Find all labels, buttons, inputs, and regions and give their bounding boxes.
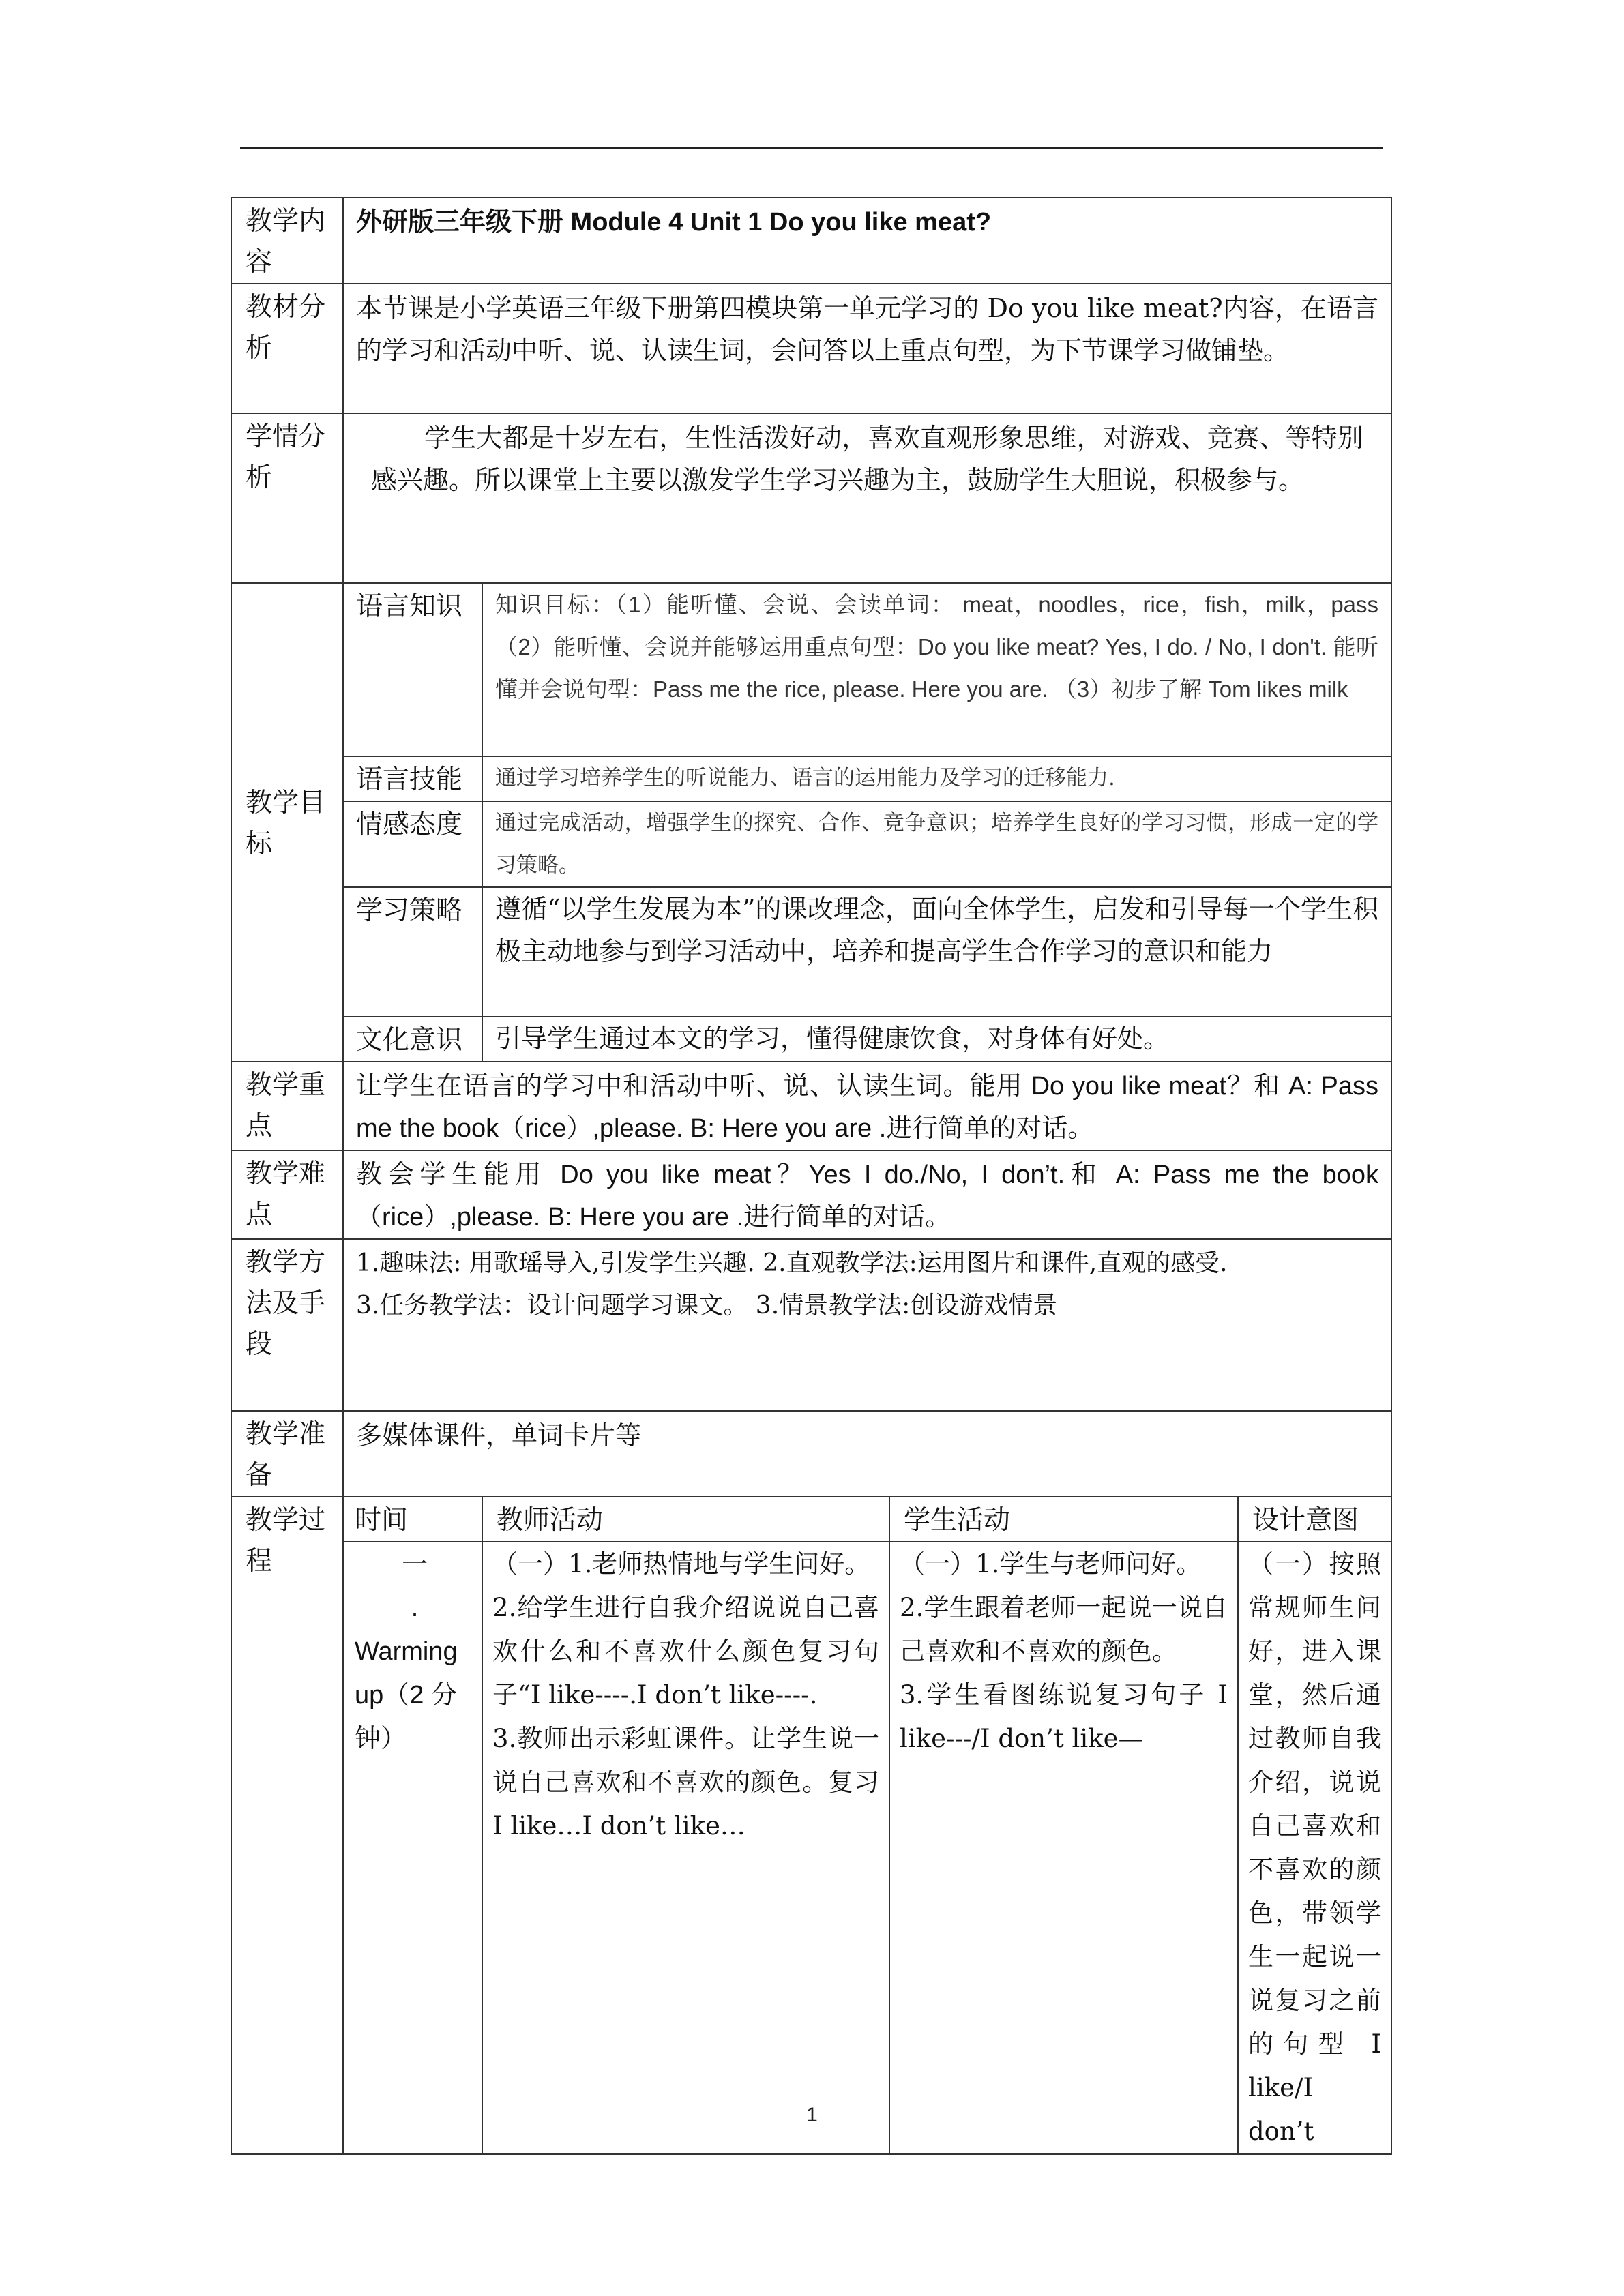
step1-time-text: Warming up（2 分钟） [355, 1637, 458, 1753]
key-points-text: 让学生在语言的学习中和活动中听、说、认读生词。能用 Do you like meat？和 A: Pass me the book（rice）,please. B: Here you are .进行简单的对话。 [343, 1062, 1391, 1150]
process-header-student: 学生活动 [889, 1497, 1238, 1542]
step1-teacher-line-1: （一）1.老师热情地与学生问好。 [492, 1549, 870, 1579]
objective-text-strategy: 遵循“以学生发展为本”的课改理念，面向全体学生，启发和引导每一个学生积极主动地参与到学习活动中，培养和提高学生合作学习的意识和能力 [482, 887, 1391, 1017]
step1-student-line-2: 2.学生跟着老师一起说一说自己喜欢和不喜欢的颜色。 [900, 1593, 1228, 1666]
step1-intent-cell [1238, 1542, 1391, 2154]
row-objective-strategy [231, 887, 1391, 1017]
row-preparation [231, 1411, 1391, 1497]
objective-text-attitude: 通过完成活动，增强学生的探究、合作、竞争意识；培养学生良好的学习习惯，形成一定的学习策略。 [482, 801, 1391, 887]
objective-text-culture: 引导学生通过本文的学习，懂得健康饮食，对身体有好处。 [482, 1017, 1391, 1062]
row-label-preparation: 教学准备 [231, 1411, 343, 1497]
difficulties-text: 教会学生能用 Do you like meat？Yes I do./No, I don’t.和 A: Pass me the book（rice）,please. B: Here you are .进行简单的对话。 [343, 1150, 1391, 1239]
methods-cell [343, 1239, 1391, 1411]
step1-student-line-3: 3.学生看图练说复习句子 I like---/I don’t like— [900, 1680, 1228, 1753]
page-number: 1 [806, 2104, 818, 2126]
objective-name-skills: 语言技能 [343, 756, 482, 801]
step1-student-cell [889, 1542, 1238, 2154]
objective-name-strategy: 学习策略 [343, 887, 482, 1017]
row-key-points [231, 1062, 1391, 1150]
row-difficulties [231, 1150, 1391, 1239]
material-analysis-text: 本节课是小学英语三年级下册第四模块第一单元学习的 Do you like meat?内容，在语言的学习和活动中听、说、认读生词，会问答以上重点句型，为下节课学习做铺垫。 [343, 284, 1391, 413]
objective-text-knowledge: 知识目标：（1）能听懂、会说、会读单词： meat，noodles，rice，fish，milk，pass （2）能听懂、会说并能够运用重点句型：Do you like meat? Yes, I do. / No, I don't. 能听懂并会说句型：Pass me the rice, please. Here you are. （3）初步了解 Tom likes milk [482, 583, 1391, 756]
lesson-title: 外研版三年级下册 Module 4 Unit 1 Do you like meat? [343, 198, 1391, 284]
step1-time-dot: . [411, 1594, 419, 1622]
row-objective-knowledge [231, 583, 1391, 756]
row-label-process: 教学过程 [231, 1497, 343, 2154]
process-header-teacher: 教师活动 [482, 1497, 889, 1542]
row-process-header [231, 1497, 1391, 1542]
objective-name-knowledge: 语言知识 [343, 583, 482, 756]
lesson-plan-table [231, 197, 1392, 2155]
row-students [231, 413, 1391, 583]
row-objective-attitude [231, 801, 1391, 887]
row-objective-skills [231, 756, 1391, 801]
row-content [231, 198, 1391, 284]
preparation-text: 多媒体课件，单词卡片等 [343, 1411, 1391, 1497]
row-process-step-1 [231, 1542, 1391, 2154]
step1-time-number: 一 [401, 1549, 428, 1579]
row-label-students: 学情分析 [231, 413, 343, 583]
row-objective-culture [231, 1017, 1391, 1062]
process-header-intent: 设计意图 [1238, 1497, 1391, 1542]
row-label-methods: 教学方法及手段 [231, 1239, 343, 1411]
row-label-content: 教学内容 [231, 198, 343, 284]
row-material [231, 284, 1391, 413]
student-analysis-text: 学生大都是十岁左右，生性活泼好动，喜欢直观形象思维，对游戏、竞赛、等特别感兴趣。所以课堂上主要以激发学生学习兴趣为主，鼓励学生大胆说，积极参与。 [343, 413, 1391, 583]
objective-text-skills: 通过学习培养学生的听说能力、语言的运用能力及学习的迁移能力. [482, 756, 1391, 801]
header-rule [240, 147, 1383, 149]
step1-teacher-cell [482, 1542, 889, 2154]
objective-name-culture: 文化意识 [343, 1017, 482, 1062]
step1-student-line-1: （一）1.学生与老师问好。 [900, 1549, 1202, 1579]
row-label-objectives: 教学目标 [231, 583, 343, 1062]
methods-line-2: 3.任务教学法：设计问题学习课文。 3.情景教学法:创设游戏情景 [356, 1292, 1058, 1320]
row-label-difficulties: 教学难点 [231, 1150, 343, 1239]
step1-teacher-line-2: 2.给学生进行自我介绍说说自己喜欢什么和不喜欢什么颜色复习句子“I like----.I don’t like----. [492, 1593, 879, 1710]
step1-intent-line-1: （一）按照常规师生问好，进入课堂，然后通过教师自我介绍，说说自己喜欢和不喜欢的颜色，带领学生一起说一说复习之前的句型 I like/I don’t [1248, 1549, 1382, 2146]
process-header-time: 时间 [343, 1497, 482, 1542]
row-label-material: 教材分析 [231, 284, 343, 413]
methods-line-1: 1.趣味法: 用歌瑶导入,引发学生兴趣. 2.直观教学法:运用图片和课件,直观的感受. [356, 1249, 1228, 1277]
row-methods [231, 1239, 1391, 1411]
step1-teacher-line-3: 3.教师出示彩虹课件。让学生说一说自己喜欢和不喜欢的颜色。复习 I like…I don’t like… [492, 1724, 879, 1840]
step1-time-cell [343, 1542, 482, 2154]
row-label-key-points: 教学重点 [231, 1062, 343, 1150]
objective-name-attitude: 情感态度 [343, 801, 482, 887]
